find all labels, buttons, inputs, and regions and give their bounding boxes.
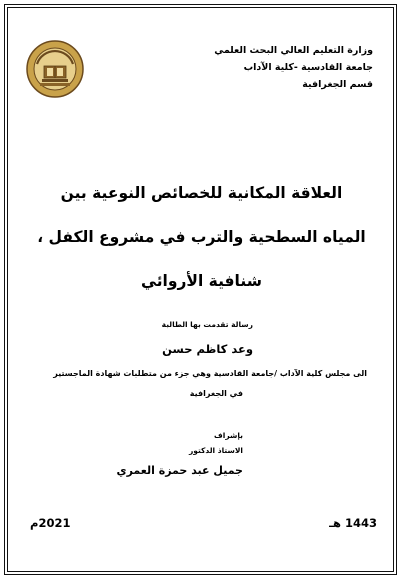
advisor-name: جميل عبد حمزة العمري (116, 464, 243, 477)
university-college-name: جامعة القادسية -كلية الآداب (243, 62, 373, 73)
advisor-rank: الاستاذ الدكتور (188, 446, 243, 455)
institution-header (153, 42, 373, 93)
department-name: قسم الجغرافية (302, 79, 373, 90)
hijri-year: 1443 هـ (329, 516, 377, 530)
thesis-title-line-3: شنافية الأروائي (141, 272, 262, 290)
supervision-label: بإشراف (214, 431, 243, 440)
council-statement: الى مجلس كلية الآداب /جامعة القادسية وهي جزء من متطلبات شهادة الماجستير (53, 369, 367, 378)
degree-field: في الجغرافية (189, 389, 243, 398)
university-seal-icon (26, 40, 84, 98)
thesis-title (30, 171, 373, 303)
student-name: وعد كاظم حسن (162, 342, 253, 356)
university-logo (26, 40, 84, 98)
thesis-title-line-1: العلاقة المكانية للخصائص النوعية بين (60, 184, 343, 202)
thesis-title-line-2: المياه السطحية والترب في مشروع الكفل ، (37, 228, 366, 246)
gregorian-year: 2021م (30, 516, 71, 530)
submission-intro: رسالة تقدمت بها الطالبة (161, 320, 253, 329)
ministry-name: وزارة التعليم العالي البحث العلمي (214, 45, 373, 56)
